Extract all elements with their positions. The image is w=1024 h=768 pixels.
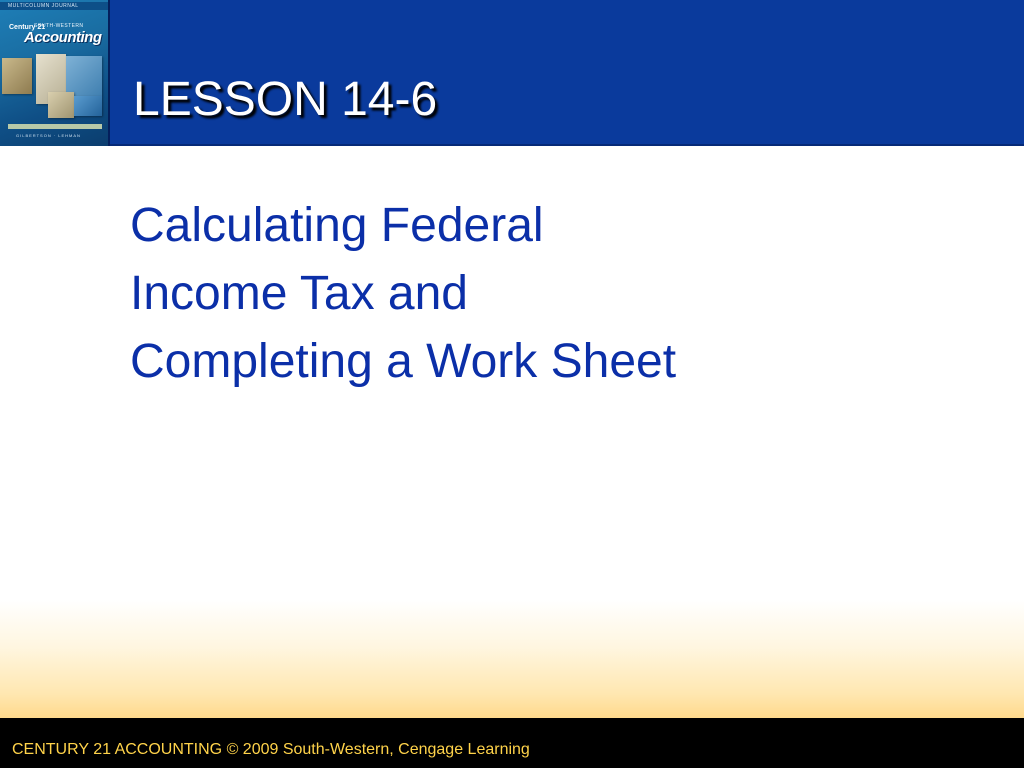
cover-photo-tile bbox=[66, 56, 102, 96]
cover-logo-text: Accounting bbox=[24, 29, 102, 46]
lesson-title: LESSON 14-6 bbox=[133, 73, 438, 126]
subtitle-line: Calculating Federal bbox=[130, 199, 544, 252]
textbook-cover-image bbox=[0, 0, 110, 146]
cover-photo-tile bbox=[2, 58, 32, 94]
cover-top-text: MULTICOLUMN JOURNAL bbox=[8, 3, 79, 9]
cover-photo-tile bbox=[74, 96, 102, 116]
cover-bar bbox=[8, 124, 102, 129]
cover-series-text: Century 21 bbox=[9, 24, 46, 31]
slide-subtitle bbox=[130, 192, 970, 396]
header-band bbox=[0, 0, 1024, 146]
subtitle-line: Income Tax and bbox=[130, 267, 468, 320]
subtitle-line: Completing a Work Sheet bbox=[130, 335, 677, 388]
bottom-gradient bbox=[0, 600, 1024, 718]
cover-authors-text: GILBERTSON · LEHMAN bbox=[16, 133, 81, 138]
cover-publisher-text: SOUTH-WESTERN bbox=[34, 23, 84, 29]
cover-photo-tile bbox=[48, 92, 74, 118]
footer-copyright: CENTURY 21 ACCOUNTING © 2009 South-Western, Cengage Learning bbox=[12, 741, 530, 758]
